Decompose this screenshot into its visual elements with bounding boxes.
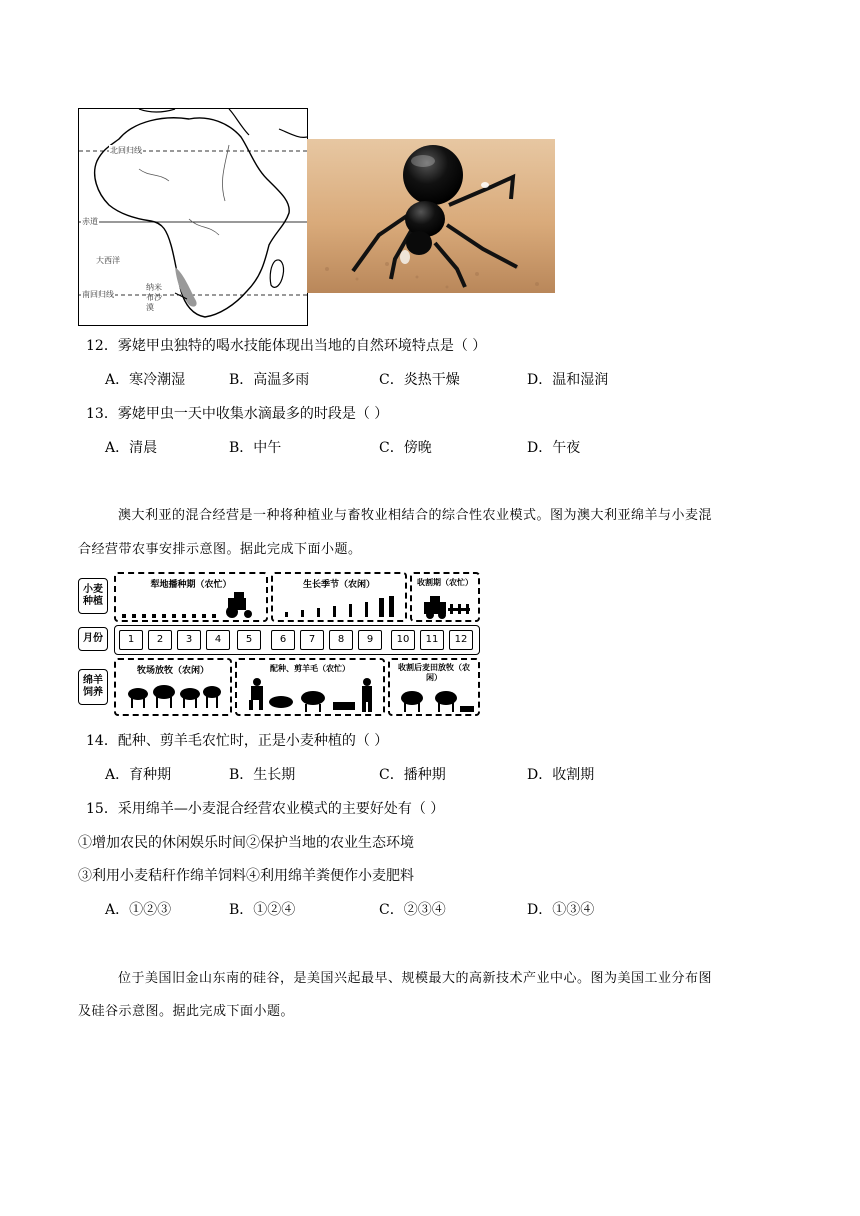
q15-statement-line-1: ①增加农民的休闲娱乐时间②保护当地的农业生态环境 — [78, 835, 414, 851]
month-row-label: 月份 — [78, 627, 108, 651]
month-4: 4 — [206, 630, 230, 650]
tropic-cancer-label: 北回归线 — [110, 146, 142, 155]
month-10: 10 — [391, 630, 415, 650]
sheep-box-stubble-grazing-title: 收割后麦田放牧（农闲） — [398, 662, 470, 682]
wheat-box-harvest-title: 收割期（农忙） — [417, 577, 473, 587]
tropic-capricorn-label: 南回归线 — [82, 290, 114, 299]
wheat-row-label: 小麦种植 — [78, 578, 108, 614]
month-9: 9 — [358, 630, 382, 650]
sheep-box-grazing — [114, 658, 232, 716]
fog-beetle-photo — [307, 139, 555, 293]
q12-option-d: D．温和湿润 — [527, 372, 609, 388]
q14-option-b: B．生长期 — [229, 767, 296, 783]
desert-label: 纳米布沙漠 — [146, 283, 162, 312]
passage-silicon-valley-line-2: 及硅谷示意图。据此完成下面小题。 — [78, 1004, 295, 1019]
q13-option-d: D．午夜 — [527, 440, 581, 456]
wheat-box-sowing — [114, 572, 268, 622]
sheep-box-grazing-title: 牧场放牧（农闲） — [136, 666, 209, 676]
wheat-box-sowing-title: 犁地播种期（农忙） — [150, 580, 232, 590]
sheep-row-label: 绵羊饲养 — [78, 669, 108, 705]
month-5: 5 — [237, 630, 261, 650]
wheat-box-growing-title: 生长季节（农闲） — [302, 580, 375, 590]
question-15-stem: 15．采用绵羊—小麦混合经营农业模式的主要好处有（ ） — [86, 801, 445, 817]
q12-option-c: C．炎热干燥 — [379, 372, 460, 388]
month-12: 12 — [449, 630, 473, 650]
wheat-growth-icon — [285, 594, 401, 618]
q13-option-a: A．清晨 — [105, 440, 158, 456]
passage-australia-line-2: 合经营带农事安排示意图。据此完成下面小题。 — [78, 542, 362, 557]
sheep-box-breeding-title: 配种、剪羊毛（农忙） — [270, 663, 350, 673]
harvester-icon — [420, 594, 474, 620]
month-7: 7 — [300, 630, 324, 650]
equator-label: 赤道 — [82, 217, 98, 226]
sheep-box-breeding — [235, 658, 385, 716]
q14-option-d: D．收割期 — [527, 767, 595, 783]
wheat-box-growing — [271, 572, 407, 622]
farming-schedule-diagram — [78, 571, 480, 719]
q15-option-b: B．①②④ — [229, 902, 296, 918]
q13-option-b: B．中午 — [229, 440, 282, 456]
month-1: 1 — [119, 630, 143, 650]
month-2: 2 — [148, 630, 172, 650]
q13-option-c: C．傍晚 — [379, 440, 432, 456]
q15-option-a: A．①②③ — [105, 902, 172, 918]
passage-australia-line-1: 澳大利亚的混合经营是一种将种植业与畜牧业相结合的综合性农业模式。图为澳大利亚绵羊与小麦混 — [118, 508, 713, 523]
month-11: 11 — [420, 630, 444, 650]
beetle-icon — [307, 139, 555, 293]
q14-option-c: C．播种期 — [379, 767, 446, 783]
month-8: 8 — [329, 630, 353, 650]
q12-option-a: A．寒冷潮湿 — [105, 372, 186, 388]
sheep-box-stubble-grazing — [388, 658, 480, 716]
q15-option-c: C．②③④ — [379, 902, 446, 918]
sheep-stubble-icon — [396, 686, 476, 714]
passage-silicon-valley-line-1: 位于美国旧金山东南的硅谷，是美国兴起最早、规模最大的高新技术产业中心。图为美国工业分布图 — [118, 971, 713, 986]
africa-map — [78, 108, 308, 326]
question-12-stem: 12．雾姥甲虫独特的喝水技能体现出当地的自然环境特点是（ ） — [86, 338, 487, 354]
q15-statement-line-2: ③利用小麦秸秆作绵羊饲料④利用绵羊粪便作小麦肥料 — [78, 868, 414, 884]
question-14-stem: 14．配种、剪羊毛农忙时，正是小麦种植的（ ） — [86, 733, 389, 749]
month-3: 3 — [177, 630, 201, 650]
ocean-label: 大西洋 — [96, 256, 120, 265]
month-row — [114, 625, 480, 655]
sheep-herd-icon — [124, 678, 224, 712]
wheat-box-harvest — [410, 572, 480, 622]
month-6: 6 — [271, 630, 295, 650]
q15-option-d: D．①③④ — [527, 902, 595, 918]
question-13-stem: 13．雾姥甲虫一天中收集水滴最多的时段是（ ） — [86, 406, 389, 422]
tractor-icon — [122, 592, 262, 620]
shearing-icon — [243, 676, 381, 714]
q12-option-b: B．高温多雨 — [229, 372, 310, 388]
q14-option-a: A．育种期 — [105, 767, 172, 783]
